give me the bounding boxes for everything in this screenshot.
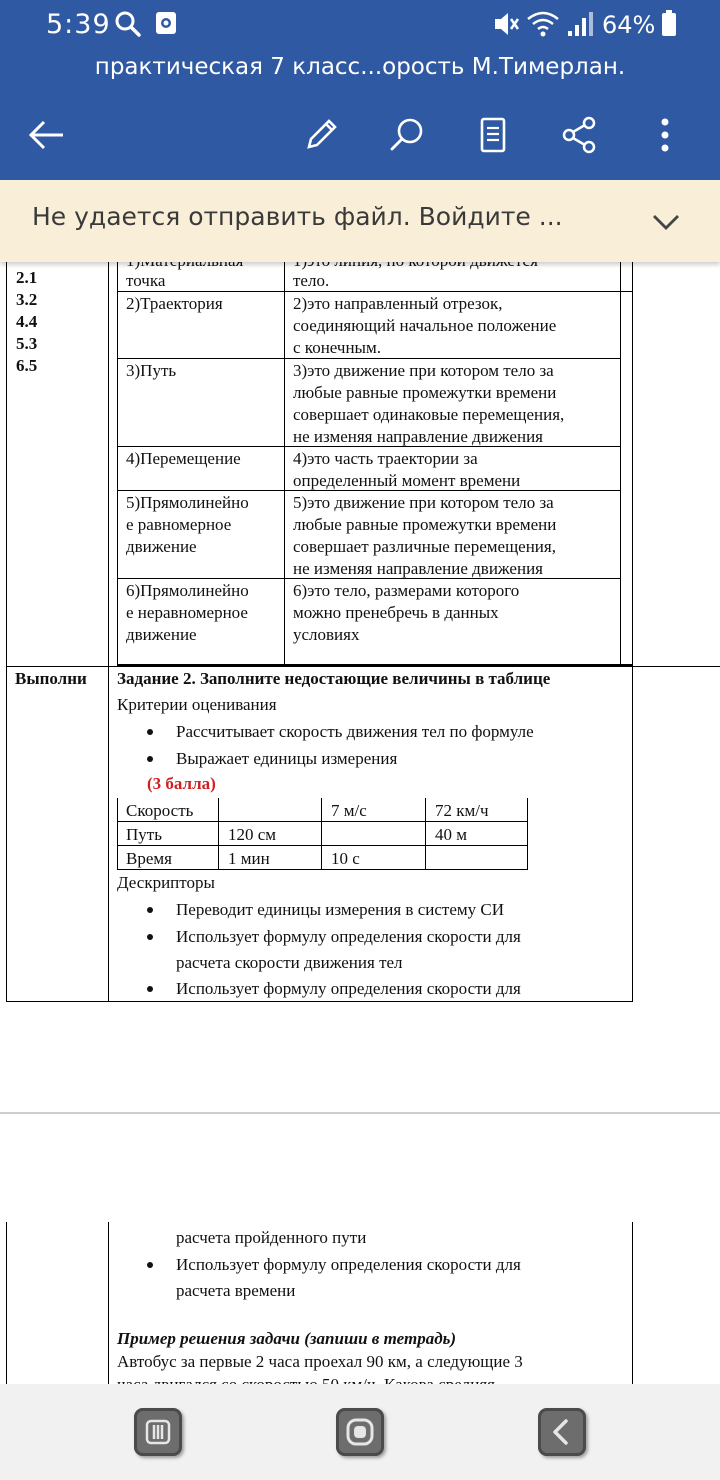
definition-cell: определенный момент времени (293, 471, 521, 490)
definition-cell: 4)это часть траектории за (293, 449, 478, 468)
definition-cell: любые равные промежутки времени (293, 515, 557, 534)
recent-apps-button[interactable] (134, 1408, 182, 1456)
descriptor-item: расчета скорости движения тел (176, 953, 403, 972)
term-cell: движение (126, 625, 197, 644)
answer-key-number: 2.1 (16, 268, 38, 287)
term-cell: 2)Траектория (126, 294, 223, 313)
table-cell: 120 см (228, 825, 277, 844)
example-text: Автобус за первые 2 часа проехал 90 км, а следующие 3 (117, 1352, 523, 1371)
screenshot-status-icon (154, 9, 178, 37)
document-page-2 (0, 1222, 720, 1384)
table-cell: 10 с (331, 849, 360, 868)
home-icon (336, 1408, 384, 1456)
table-cell: 1 мин (228, 849, 270, 868)
definition-cell: не изменяя направление движения (293, 559, 543, 578)
descriptor-item: Использует формулу определения скорости для (176, 927, 521, 946)
descriptors-label: Дескрипторы (117, 873, 215, 892)
descriptor-item: Использует формулу определения скорости для (176, 979, 521, 998)
answer-key-number: 3.2 (16, 290, 38, 309)
descriptor-item: Переводит единицы измерения в систему СИ (176, 900, 504, 919)
document-page (0, 262, 720, 1112)
share-button[interactable] (552, 108, 606, 162)
battery-icon (660, 9, 678, 39)
definition-cell: соединяющий начальное положение (293, 316, 557, 335)
navigation-bar (0, 1384, 720, 1480)
definition-cell: можно пренебречь в данных (293, 603, 499, 622)
reader-icon (473, 115, 513, 155)
signal-icon (566, 9, 594, 39)
bullet (147, 986, 153, 992)
task-title: Задание 2. Заполните недостающие величины в таблице (117, 669, 551, 688)
term-cell: точка (126, 271, 166, 290)
table-cell: 40 м (435, 825, 468, 844)
back-nav-button[interactable] (538, 1408, 586, 1456)
table-cell: 72 км/ч (435, 801, 489, 820)
app-bar (0, 52, 720, 180)
bullet (147, 934, 153, 940)
table-cell: 7 м/с (331, 801, 367, 820)
definition-cell: условиях (293, 625, 360, 644)
answer-key-number: 6.5 (16, 356, 38, 375)
section-label: Выполни (15, 669, 87, 688)
table-cell: Путь (126, 825, 162, 844)
bullet (147, 756, 153, 762)
bullet (147, 1262, 153, 1268)
term-cell: 5)Прямолинейно (126, 493, 249, 512)
term-cell: 3)Путь (126, 361, 177, 380)
search-status-icon (114, 9, 142, 39)
edit-button[interactable] (294, 108, 348, 162)
mute-icon (492, 9, 520, 39)
definition-cell: совершает различные перемещения, (293, 537, 556, 556)
definition-cell: не изменяя направление движения (293, 427, 543, 446)
definition-cell: любые равные промежутки времени (293, 383, 557, 402)
recent-apps-icon (134, 1408, 182, 1456)
battery-percent: 64% (602, 11, 656, 39)
search-button[interactable] (380, 108, 434, 162)
term-cell: 4)Перемещение (126, 449, 241, 468)
bullet (147, 907, 153, 913)
term-cell: е неравномерное (126, 603, 248, 622)
criteria-item: Рассчитывает скорость движения тел по формуле (176, 722, 534, 741)
answer-key-number: 4.4 (16, 312, 38, 331)
definition-cell: с конечным. (293, 338, 381, 357)
definition-cell: тело. (293, 271, 330, 290)
notification-banner[interactable] (0, 180, 720, 262)
table-cell: Время (126, 849, 172, 868)
definition-cell: 5)это движение при котором тело за (293, 493, 554, 512)
back-button[interactable] (20, 108, 74, 162)
bullet (147, 729, 153, 735)
back-arrow-icon (27, 115, 67, 155)
chevron-down-icon[interactable] (648, 204, 684, 240)
term-cell: 6)Прямолинейно (126, 581, 249, 600)
term-cell: е равномерное (126, 515, 232, 534)
more-options-button[interactable] (638, 108, 692, 162)
status-bar (0, 0, 720, 52)
back-icon (538, 1408, 586, 1456)
descriptor-item: расчета пройденного пути (176, 1228, 367, 1247)
descriptor-item: Использует формулу определения скорости для (176, 1255, 521, 1274)
more-icon (645, 115, 685, 155)
criteria-label: Критерии оценивания (117, 695, 277, 714)
wifi-icon (526, 9, 560, 39)
banner-message: Не удается отправить файл. Войдите ... (32, 202, 563, 231)
term-cell: движение (126, 537, 197, 556)
criteria-item: Выражает единицы измерения (176, 749, 398, 768)
descriptor-item: расчета времени (176, 1281, 296, 1300)
page-separator (0, 1112, 720, 1224)
definition-cell: 3)это движение при котором тело за (293, 361, 554, 380)
definition-cell: 6)это тело, размерами которого (293, 581, 520, 600)
definition-cell: совершает одинаковые перемещения, (293, 405, 565, 424)
share-icon (559, 115, 599, 155)
table-cell: Скорость (126, 801, 194, 820)
document-title: практическая 7 класс...орость М.Тимерлан. (94, 54, 626, 80)
answer-key-number: 5.3 (16, 334, 38, 353)
search-icon (387, 115, 427, 155)
points-label: (3 балла) (147, 774, 216, 793)
example-title: Пример решения задачи (запиши в тетрадь) (117, 1329, 457, 1348)
reader-mode-button[interactable] (466, 108, 520, 162)
home-button[interactable] (336, 1408, 384, 1456)
pencil-icon (301, 115, 341, 155)
definition-cell: 2)это направленный отрезок, (293, 294, 503, 313)
status-time: 5:39 (46, 9, 111, 40)
